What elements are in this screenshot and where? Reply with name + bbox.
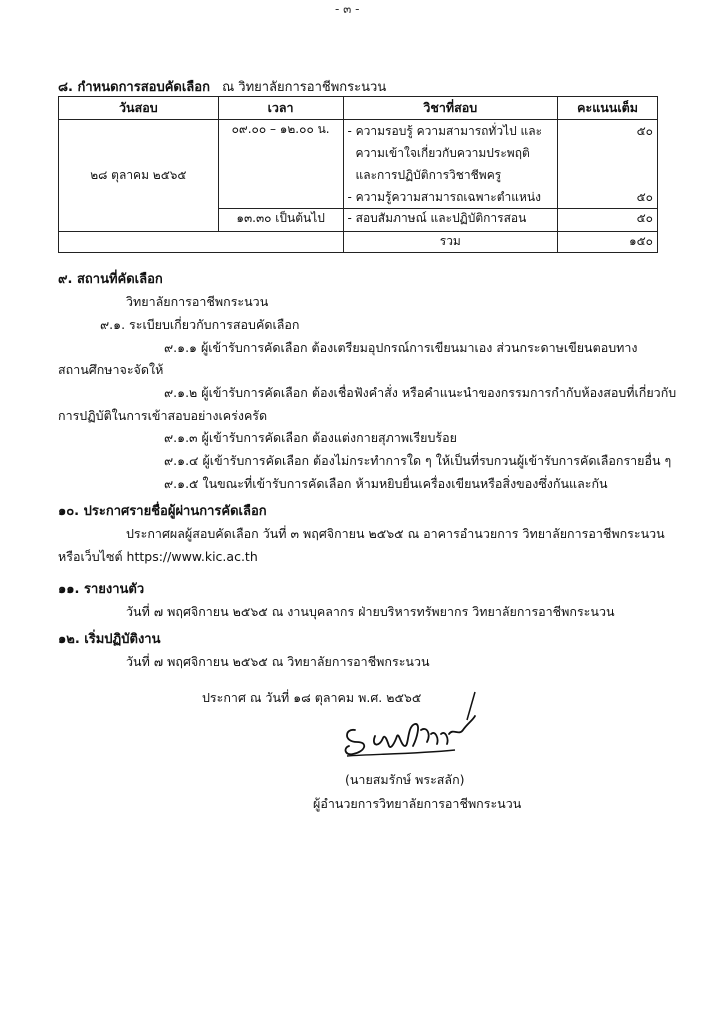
score-cell-morning	[558, 120, 658, 209]
section9-heading: ๙. สถานที่คัดเลือก	[58, 272, 163, 287]
announce-date-line: ประกาศ ณ วันที่ ๑๘ ตุลาคม พ.ศ. ๒๕๖๕	[202, 690, 422, 705]
header-time: เวลา	[218, 97, 343, 120]
subject-cell-afternoon: - สอบสัมภาษณ์ และปฏิบัติการสอน	[343, 209, 558, 232]
rule-9-1-2-line2: การปฏิบัติในการเข้าสอบอย่างเคร่งครัด	[58, 408, 268, 423]
section12-line1: วันที่ ๗ พฤศจิกายน ๒๕๖๕ ณ วิทยาลัยการอาชีพกระนวน	[126, 654, 430, 669]
page-number: - ๓ -	[335, 2, 360, 16]
total-label: รวม	[343, 232, 558, 253]
section11-heading: ๑๑. รายงานตัว	[58, 582, 145, 597]
section8-heading-row	[58, 76, 386, 97]
rule-9-1-3: ๙.๑.๓ ผู้เข้ารับการคัดเลือก ต้องแต่งกายสุภาพเรียบร้อย	[164, 430, 457, 445]
section10-heading: ๑๐. ประกาศรายชื่อผู้ผ่านการคัดเลือก	[58, 504, 267, 519]
subject-line: ความเข้าใจเกี่ยวกับความประพฤติ	[355, 146, 530, 160]
section9-sub-heading: ๙.๑. ระเบียบเกี่ยวกับการสอบคัดเลือก	[100, 317, 300, 332]
score-value: ๕๐	[636, 190, 653, 204]
section12-heading: ๑๒. เริ่มปฏิบัติงาน	[58, 632, 161, 647]
rule-9-1-4: ๙.๑.๔ ผู้เข้ารับการคัดเลือก ต้องไม่กระทำการใด ๆ ให้เป็นที่รบกวนผู้เข้ารับการคัดเลือกรายอื่น ๆ	[164, 453, 672, 468]
subject-cell-morning	[343, 120, 558, 209]
score-value: ๕๐	[636, 124, 653, 138]
section8-location: ณ วิทยาลัยการอาชีพกระนวน	[222, 80, 387, 95]
header-exam-date: วันสอบ	[59, 97, 219, 120]
header-full-score: คะแนนเต็ม	[558, 97, 658, 120]
section10-line1: ประกาศผลผู้สอบคัดเลือก วันที่ ๓ พฤศจิกายน ๒๕๖๕ ณ อาคารอำนวยการ วิทยาลัยการอาชีพกระนวน	[126, 526, 665, 541]
score-cell-afternoon: ๕๐	[558, 209, 658, 232]
table-total-row	[59, 232, 658, 253]
signature-image	[335, 690, 495, 770]
table-row	[59, 120, 658, 209]
rule-9-1-1-line1: ๙.๑.๑ ผู้เข้ารับการคัดเลือก ต้องเตรียมอุปกรณ์การเขียนมาเอง ส่วนกระดาษเขียนตอบทาง	[164, 340, 638, 355]
signer-name: (นายสมรักษ์ พระสลัก)	[345, 772, 465, 787]
section9-place: วิทยาลัยการอาชีพกระนวน	[126, 294, 269, 309]
subject-line: และการปฏิบัติการวิชาชีพครู	[355, 168, 502, 182]
exam-date-cell: ๒๘ ตุลาคม ๒๕๖๕	[59, 120, 219, 232]
subject-line: - ความรอบรู้ ความสามารถทั่วไป และ	[347, 124, 543, 138]
section8-heading: ๘. กำหนดการสอบคัดเลือก	[58, 80, 210, 95]
rule-9-1-1-line2: สถานศึกษาจะจัดให้	[58, 362, 164, 377]
exam-schedule-table	[58, 96, 658, 253]
subject-line: - ความรู้ความสามารถเฉพาะตำแหน่ง	[347, 190, 541, 204]
time-cell-afternoon: ๑๓.๓๐ เป็นต้นไป	[218, 209, 343, 232]
section10-line2: หรือเว็บไซต์ https://www.kic.ac.th	[58, 549, 258, 564]
signer-title: ผู้อำนวยการวิทยาลัยการอาชีพกระนวน	[313, 796, 522, 811]
header-subject: วิชาที่สอบ	[343, 97, 558, 120]
total-value: ๑๕๐	[558, 232, 658, 253]
table-header-row	[59, 97, 658, 120]
time-cell-morning: ๐๙.๐๐ – ๑๒.๐๐ น.	[218, 120, 343, 209]
rule-9-1-5: ๙.๑.๕ ในขณะที่เข้ารับการคัดเลือก ห้ามหยิบยื่นเครื่องเขียนหรือสิ่งของซึ่งกันและกัน	[164, 476, 608, 491]
section11-line1: วันที่ ๗ พฤศจิกายน ๒๕๖๕ ณ งานบุคลากร ฝ่ายบริหารทรัพยากร วิทยาลัยการอาชีพกระนวน	[126, 604, 615, 619]
rule-9-1-2-line1: ๙.๑.๒ ผู้เข้ารับการคัดเลือก ต้องเชื่อฟังคำสั่ง หรือคำแนะนำของกรรมการกำกับห้องสอบที่เกี่ยวกับ	[164, 385, 677, 400]
